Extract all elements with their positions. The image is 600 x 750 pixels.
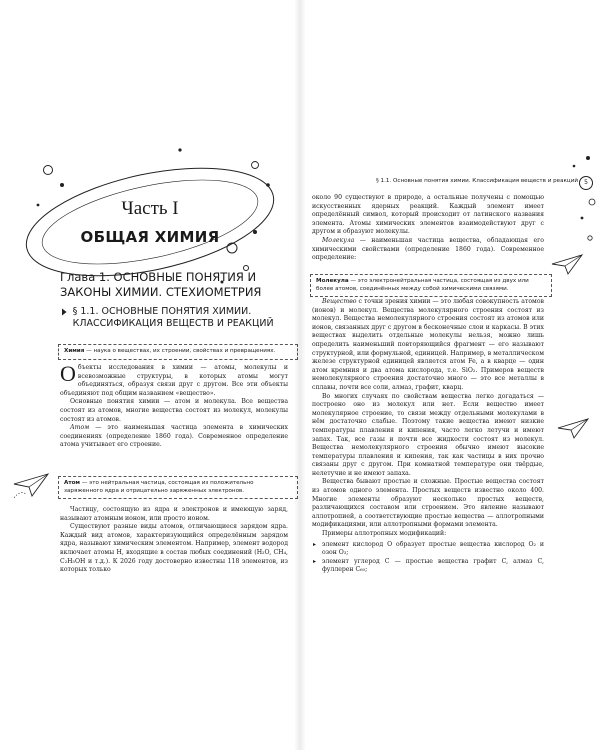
definition-text: — это нейтральная частица, состоящая из положительно заряженного ядра и отрицательно заряженных электронов.	[64, 480, 254, 494]
definition-box-molecule	[310, 274, 552, 297]
paragraph: Атом — это наименьшая частица элемента в химических соединениях (определение 1860 года). Современное определение атома учитывает его строение.	[60, 424, 288, 449]
decorative-circles	[568, 150, 598, 250]
paper-plane-icon	[556, 416, 592, 442]
definition-box-chemistry	[58, 344, 298, 360]
paragraph: Вещества бывают простые и сложные. Простые вещества состоят из атомов одного элемента. Простых веществ известно около 400. Многие элементы образуют несколько простых веществ, различающихся составом или строением. Это явление называют аллотропией, а соответствующие простые вещества — аллотропными модификациями, или аллотропными формами элемента.	[312, 478, 544, 529]
definition-term: Химия	[64, 348, 85, 354]
part-subtitle: ОБЩАЯ ХИМИЯ	[80, 228, 220, 246]
paragraph: Объекты исследования в химии — атомы, молекулы и всевозможные структуры, в которых атомы могут объединяться, образуя связи друг с другом. Все эти объекты объединяют под общим названием «вещество».	[60, 361, 288, 397]
section-title: § 1.1. ОСНОВНЫЕ ПОНЯТИЯ ХИМИИ. КЛАССИФИКАЦИЯ ВЕЩЕСТВ И РЕАКЦИЙ	[72, 306, 274, 329]
paragraph: Основные понятия химии — атом и молекула. Все вещества состоят из атомов, многие вещества состоят из молекул, молекулы состоят из атомов.	[60, 398, 288, 423]
paragraph: Примеры аллотропных модификаций:	[322, 530, 447, 538]
body-text-left-1	[60, 361, 288, 450]
right-page	[300, 0, 600, 750]
paragraph: Во многих случаях по свойствам вещества легко догадаться — построено оно из молекул или нет. Если вещество имеет молекулярное строение, то связи между отдельными молекулами в нём достаточно слабые. Поэтому такие вещества имеют низкие температуры плавления и кипения, часто легко летучи и имеют запах. Так, все газы и почти все жидкости состоят из молекул. Вещества немолекулярного строения обычно имеют высокие температуры плавления и кипения, так как частицы в них прочно связаны друг с другом. При комнатной температуре они твёрдые, нелетучие и не имеют запаха.	[312, 392, 544, 477]
body-text-right-2	[312, 298, 544, 575]
paragraph: около 90 существуют в природе, а остальные получены с помощью искусственных ядерных реакций. Каждый элемент имеет определённый символ, который происходит от латинского названия элемента. Атомы химических элементов взаимодействуют друг с другом и образуют молекулы.	[312, 194, 544, 236]
definition-term: Атом	[64, 480, 80, 486]
paragraph: Молекула — наименьшая частица вещества, обладающая его химическими свойствами (определение 1860 года). Современное определение:	[312, 236, 544, 262]
drop-cap: О	[60, 361, 76, 386]
list-item: ▸ элемент кислород O образует простые вещества кислород O₂ и озон O₃;	[322, 541, 544, 558]
paper-plane-icon	[550, 252, 586, 278]
part-title: Часть I	[121, 198, 179, 219]
body-text-right-1	[312, 194, 544, 263]
paragraph: Существуют разные виды атомов, отличающиеся зарядом ядра. Каждый вид атомов, характеризующийся определённым зарядом ядра, называют химическим элементом. Например, элемент водород включает атомы H, входящие в состав любых соединений (H₂O, CH₄, C₂H₅OH и т.д.). К 2026 году достоверно известны 118 элементов, из которых только	[60, 523, 288, 574]
section-marker-icon	[62, 306, 67, 318]
examples-list	[312, 541, 544, 575]
definition-text: — это электронейтральная частица, состоящая из двух или более атомов, соединённых между собой химическими связями.	[316, 278, 529, 292]
body-text-left-2	[60, 506, 288, 575]
paragraph: Вещество с точки зрения химии — это любая совокупность атомов (ионов) и молекул. Вещества молекулярного строения состоят из молекул. Вещества немолекулярного строения состоят из атомов или ионов, связанных друг с другом в бесконечные слои и каркасы. В этих веществах выделить отдельные молекулы нельзя, можно лишь определить наименьший повторяющийся фрагмент — его называют структурной, или формульной, единицей. Например, в металлическом железе структурной единицей является атом Fe, а в кварце — один атом кремния и два атома кислорода, т.е. SiO₂. Примеров веществ немолекулярного строения достаточно много — это все металлы в сплавы, почти все соли, алмаз, графит, кварц.	[312, 298, 544, 391]
definition-term: Молекула	[316, 278, 349, 284]
definition-box-atom	[58, 476, 298, 499]
running-header	[310, 178, 578, 184]
decorative-orbit	[0, 0, 300, 300]
section-heading	[62, 306, 292, 330]
list-item: ▸ элемент углерод C — простые вещества графит C, алмаз C, фуллерен C₆₀;	[322, 558, 544, 575]
paper-plane-icon	[12, 470, 52, 500]
definition-text: — наука о веществах, их строении, свойствах и превращениях.	[84, 348, 276, 354]
header-text: § 1.1. Основные понятия химии. Классификация веществ и реакций	[375, 178, 578, 184]
paragraph: Частицу, состоящую из ядра и электронов и имеющую заряд, называют атомным ионом, или просто ионом.	[60, 506, 288, 522]
chapter-title: Глава 1. ОСНОВНЫЕ ПОНЯТИЯ И ЗАКОНЫ ХИМИИ. СТЕХИОМЕТРИЯ	[60, 270, 262, 299]
page-number: 5	[579, 176, 593, 190]
